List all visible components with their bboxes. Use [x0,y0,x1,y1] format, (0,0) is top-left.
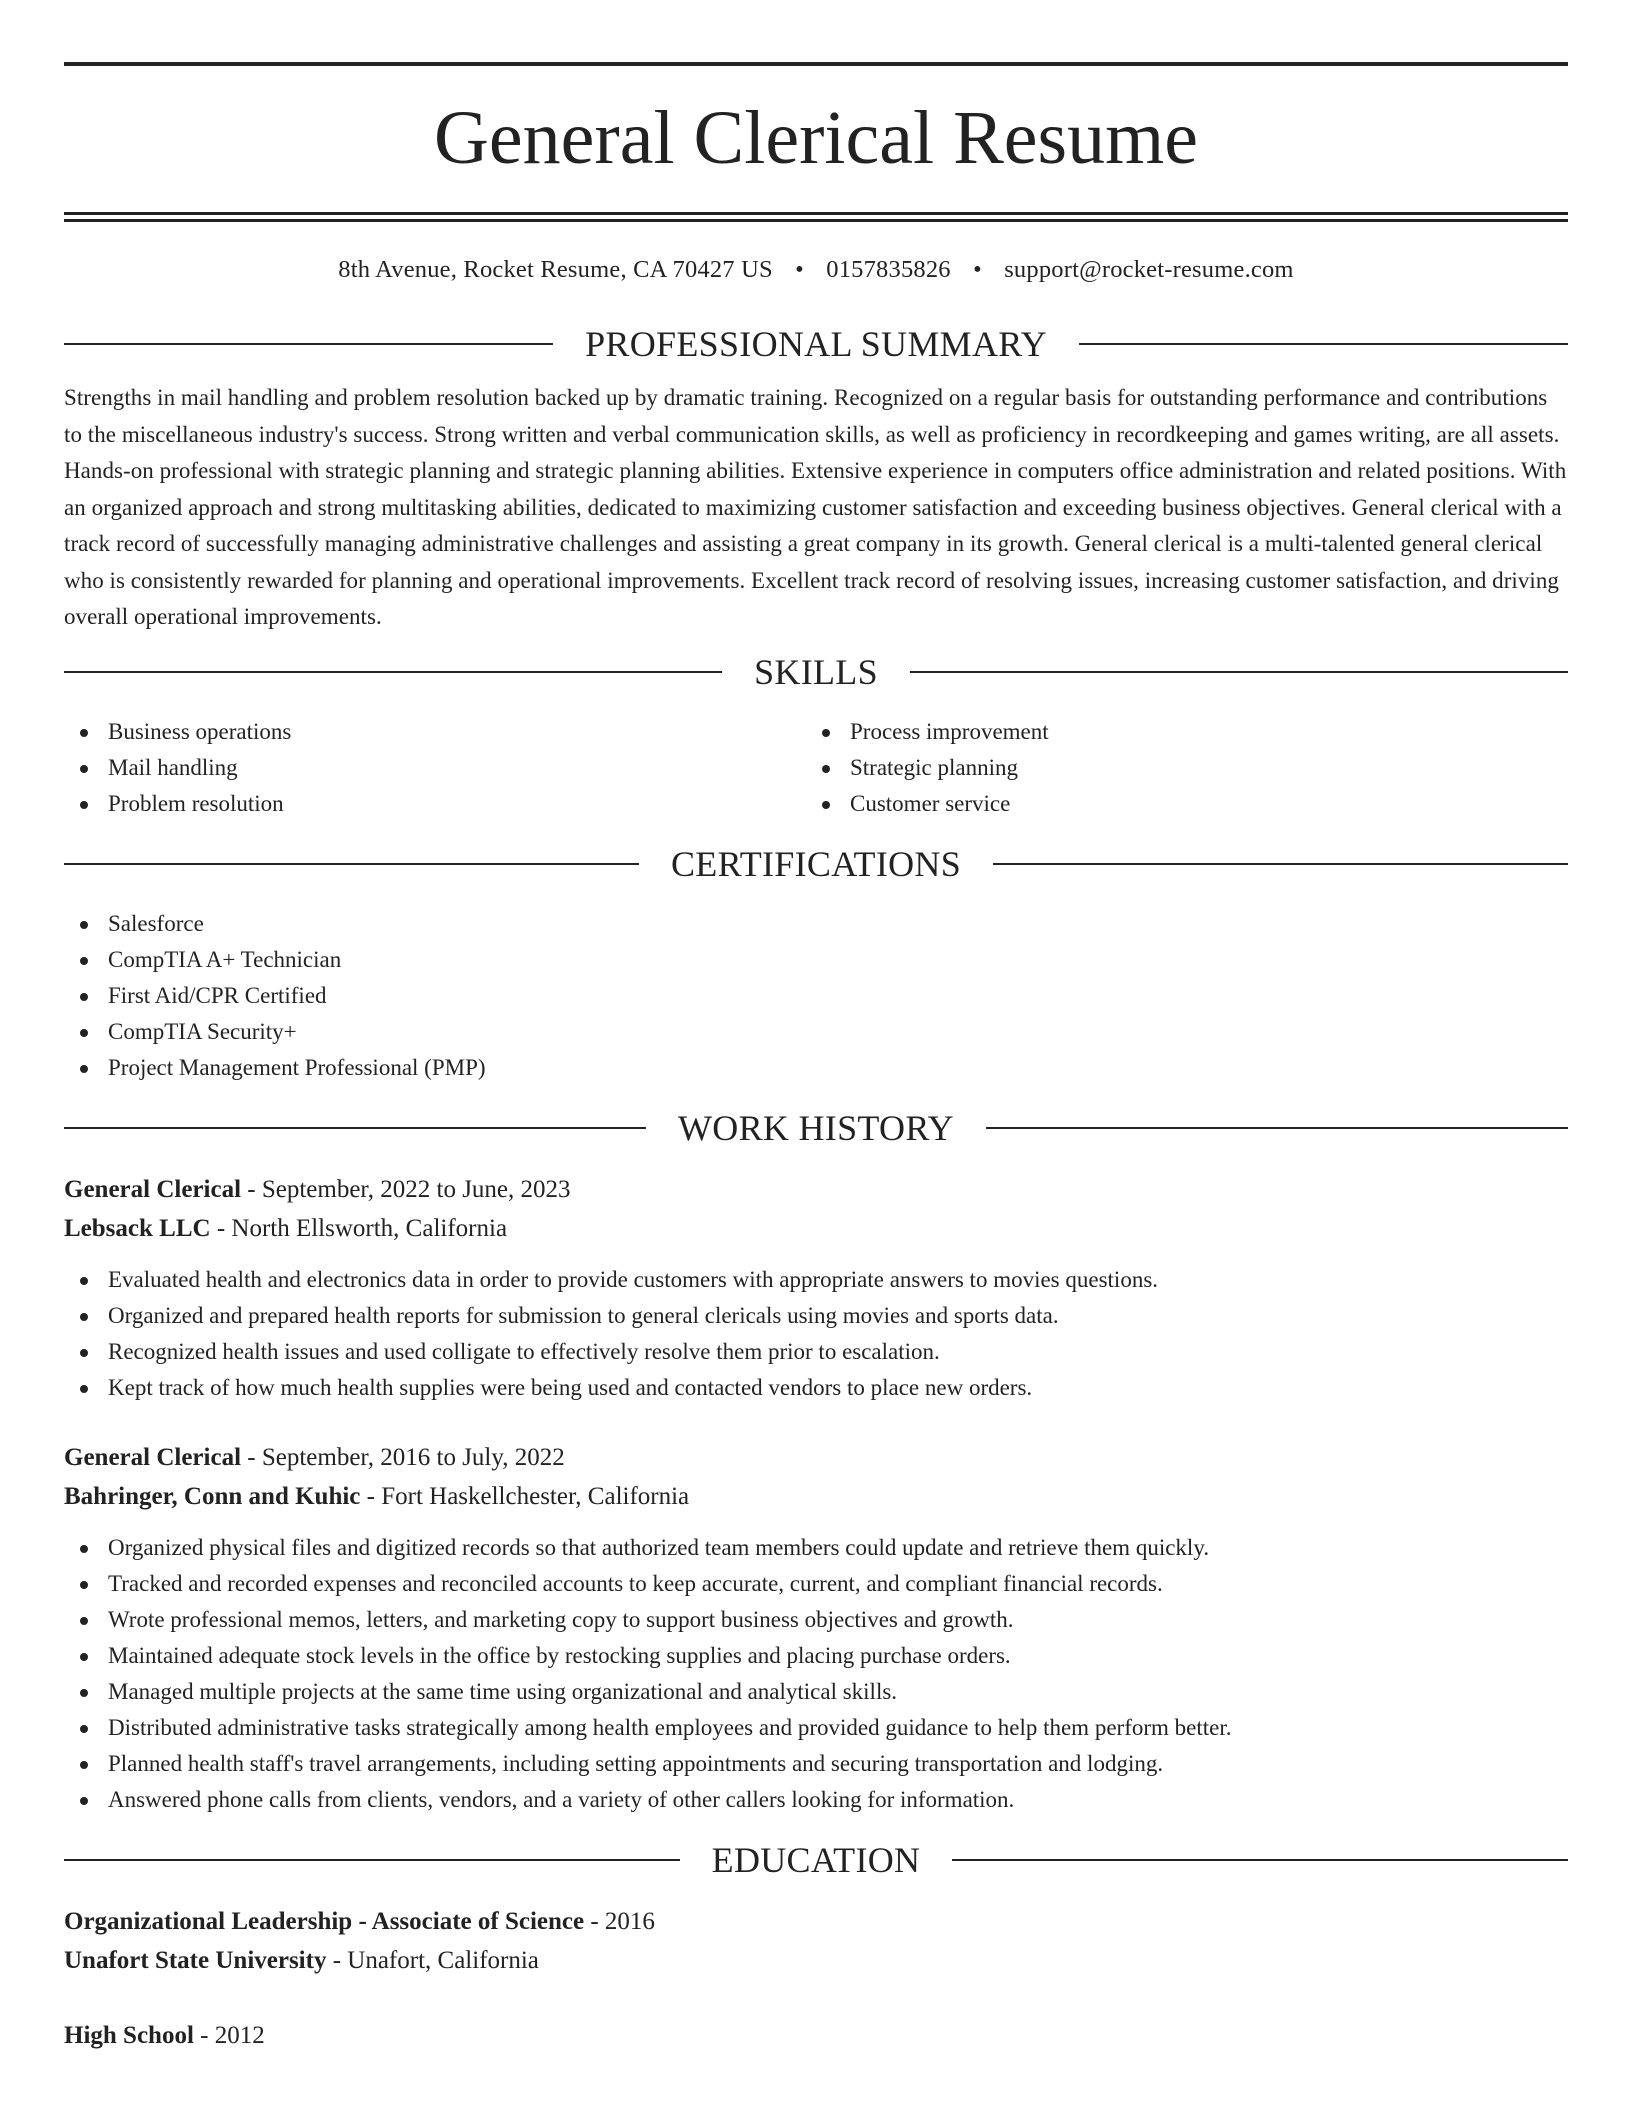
education-location: - Unafort, California [326,1946,539,1974]
education-year: - 2016 [584,1907,655,1935]
section-header-certifications [64,843,1568,884]
job-title-line [64,1438,1568,1477]
divider-line [993,863,1568,865]
job-company: Bahringer, Conn and Kuhic [64,1482,361,1510]
job-location: - Fort Haskellchester, California [360,1482,690,1510]
job-company-line [64,1209,1568,1248]
education-school-line [64,1941,1568,1980]
resume-page [64,62,1568,2055]
job-duty: Tracked and recorded expenses and reconciled accounts to keep accurate, current, and compliant financial records. [64,1566,1568,1602]
job-title: General Clerical [64,1443,242,1471]
section-header-work [64,1107,1568,1148]
section-title: PROFESSIONAL SUMMARY [585,324,1047,364]
job-company: Lebsack LLC [64,1214,211,1242]
section-header-education [64,1839,1568,1880]
skill-item: Problem resolution [64,786,806,822]
certification-item: First Aid/CPR Certified [64,978,1568,1014]
divider-line [1079,343,1568,345]
certification-item: Salesforce [64,906,1568,942]
skill-item: Strategic planning [806,750,1548,786]
job-duty: Distributed administrative tasks strategically among health employees and provided guidance to help them perform better. [64,1710,1568,1746]
job-duty: Kept track of how much health supplies were being used and contacted vendors to place new orders. [64,1370,1568,1406]
job-duty: Managed multiple projects at the same time using organizational and analytical skills. [64,1674,1568,1710]
job-entry [64,1438,1568,1818]
section-title: SKILLS [754,651,878,692]
skills-column-right [806,714,1548,822]
job-title: General Clerical [64,1175,242,1203]
job-duty: Recognized health issues and used colligate to effectively resolve them prior to escalation. [64,1334,1568,1370]
job-duty: Evaluated health and electronics data in order to provide customers with appropriate answers to movies questions. [64,1262,1568,1298]
contact-address: 8th Avenue, Rocket Resume, CA 70427 US [338,256,773,283]
divider-line [986,1127,1568,1129]
job-title-line [64,1170,1568,1209]
divider-line [952,1859,1568,1861]
divider-line [64,1127,646,1129]
job-duty: Answered phone calls from clients, vendors, and a variety of other callers looking for information. [64,1782,1568,1818]
job-duty: Planned health staff's travel arrangements, including setting appointments and securing transportation and lodging. [64,1746,1568,1782]
contact-line [64,256,1568,284]
contact-separator: • [795,256,804,283]
education-entry [64,1902,1568,1980]
job-duty: Organized and prepared health reports for submission to general clericals using movies and sports data. [64,1298,1568,1334]
section-header-skills [64,651,1568,692]
resume-title: General Clerical Resume [434,96,1198,180]
education-entry [64,2016,1568,2055]
section-title: CERTIFICATIONS [670,843,962,884]
contact-phone: 0157835826 [826,256,951,283]
job-location: - North Ellsworth, California [210,1214,508,1242]
summary-text: Strengths in mail handling and problem resolution backed up by dramatic training. Recognized on a regular basis for outstanding performance and contributions to the miscellaneous industry's success. Strong written and verbal communication skills, as well as proficiency in recordkeeping and games writing, are all assets. Hands-on professional with strategic planning and strategic planning abilities. Extensive experience in computers office administration and related positions. With an organized approach and strong multitasking abilities, dedicated to maximizing customer satisfaction and exceeding business objectives. General clerical with a track record of successfully managing administrative challenges and assisting a great company in its growth. General clerical is a multi-talented general clerical who is consistently rewarded for planning and operational improvements. Excellent track record of resolving issues, increasing customer satisfaction, and driving overall operational improvements. [64,385,1567,629]
divider-line [64,343,553,345]
education-degree: Organizational Leadership - Associate of Science [64,1907,585,1935]
education-year: - 2012 [193,2021,265,2049]
divider-line [64,1859,680,1861]
education-degree-line [64,2016,1568,2055]
double-rule [64,212,1568,222]
education-school: Unafort State University [64,1946,327,1974]
divider-line [64,671,722,673]
skill-item: Process improvement [806,714,1548,750]
skills-list [64,714,1568,822]
education-list [64,1902,1568,2055]
job-duty: Wrote professional memos, letters, and marketing copy to support business objectives and growth. [64,1602,1568,1638]
job-duty: Maintained adequate stock levels in the office by restocking supplies and placing purchase orders. [64,1638,1568,1674]
contact-separator: • [973,256,982,283]
section-title: EDUCATION [711,1839,921,1880]
certifications-list [64,906,1568,1086]
section-header-summary [64,326,1568,362]
certification-item: Project Management Professional (PMP) [64,1050,1568,1086]
job-company-line [64,1477,1568,1516]
divider-line [910,671,1568,673]
education-degree: High School [64,2021,194,2049]
job-duties [64,1530,1568,1818]
job-dates: - September, 2016 to July, 2022 [241,1443,565,1471]
skill-item: Mail handling [64,750,806,786]
skills-column-left [64,714,806,822]
job-duty: Organized physical files and digitized records so that authorized team members could update and retrieve them quickly. [64,1530,1568,1566]
contact-email: support@rocket-resume.com [1004,256,1294,283]
education-degree-line [64,1902,1568,1941]
certification-item: CompTIA Security+ [64,1014,1568,1050]
job-dates: - September, 2022 to June, 2023 [241,1175,571,1203]
job-duties [64,1262,1568,1406]
job-entry [64,1170,1568,1406]
divider-line [64,863,639,865]
skill-item: Customer service [806,786,1548,822]
certification-item: CompTIA A+ Technician [64,942,1568,978]
section-title: WORK HISTORY [678,1107,954,1148]
skill-item: Business operations [64,714,806,750]
